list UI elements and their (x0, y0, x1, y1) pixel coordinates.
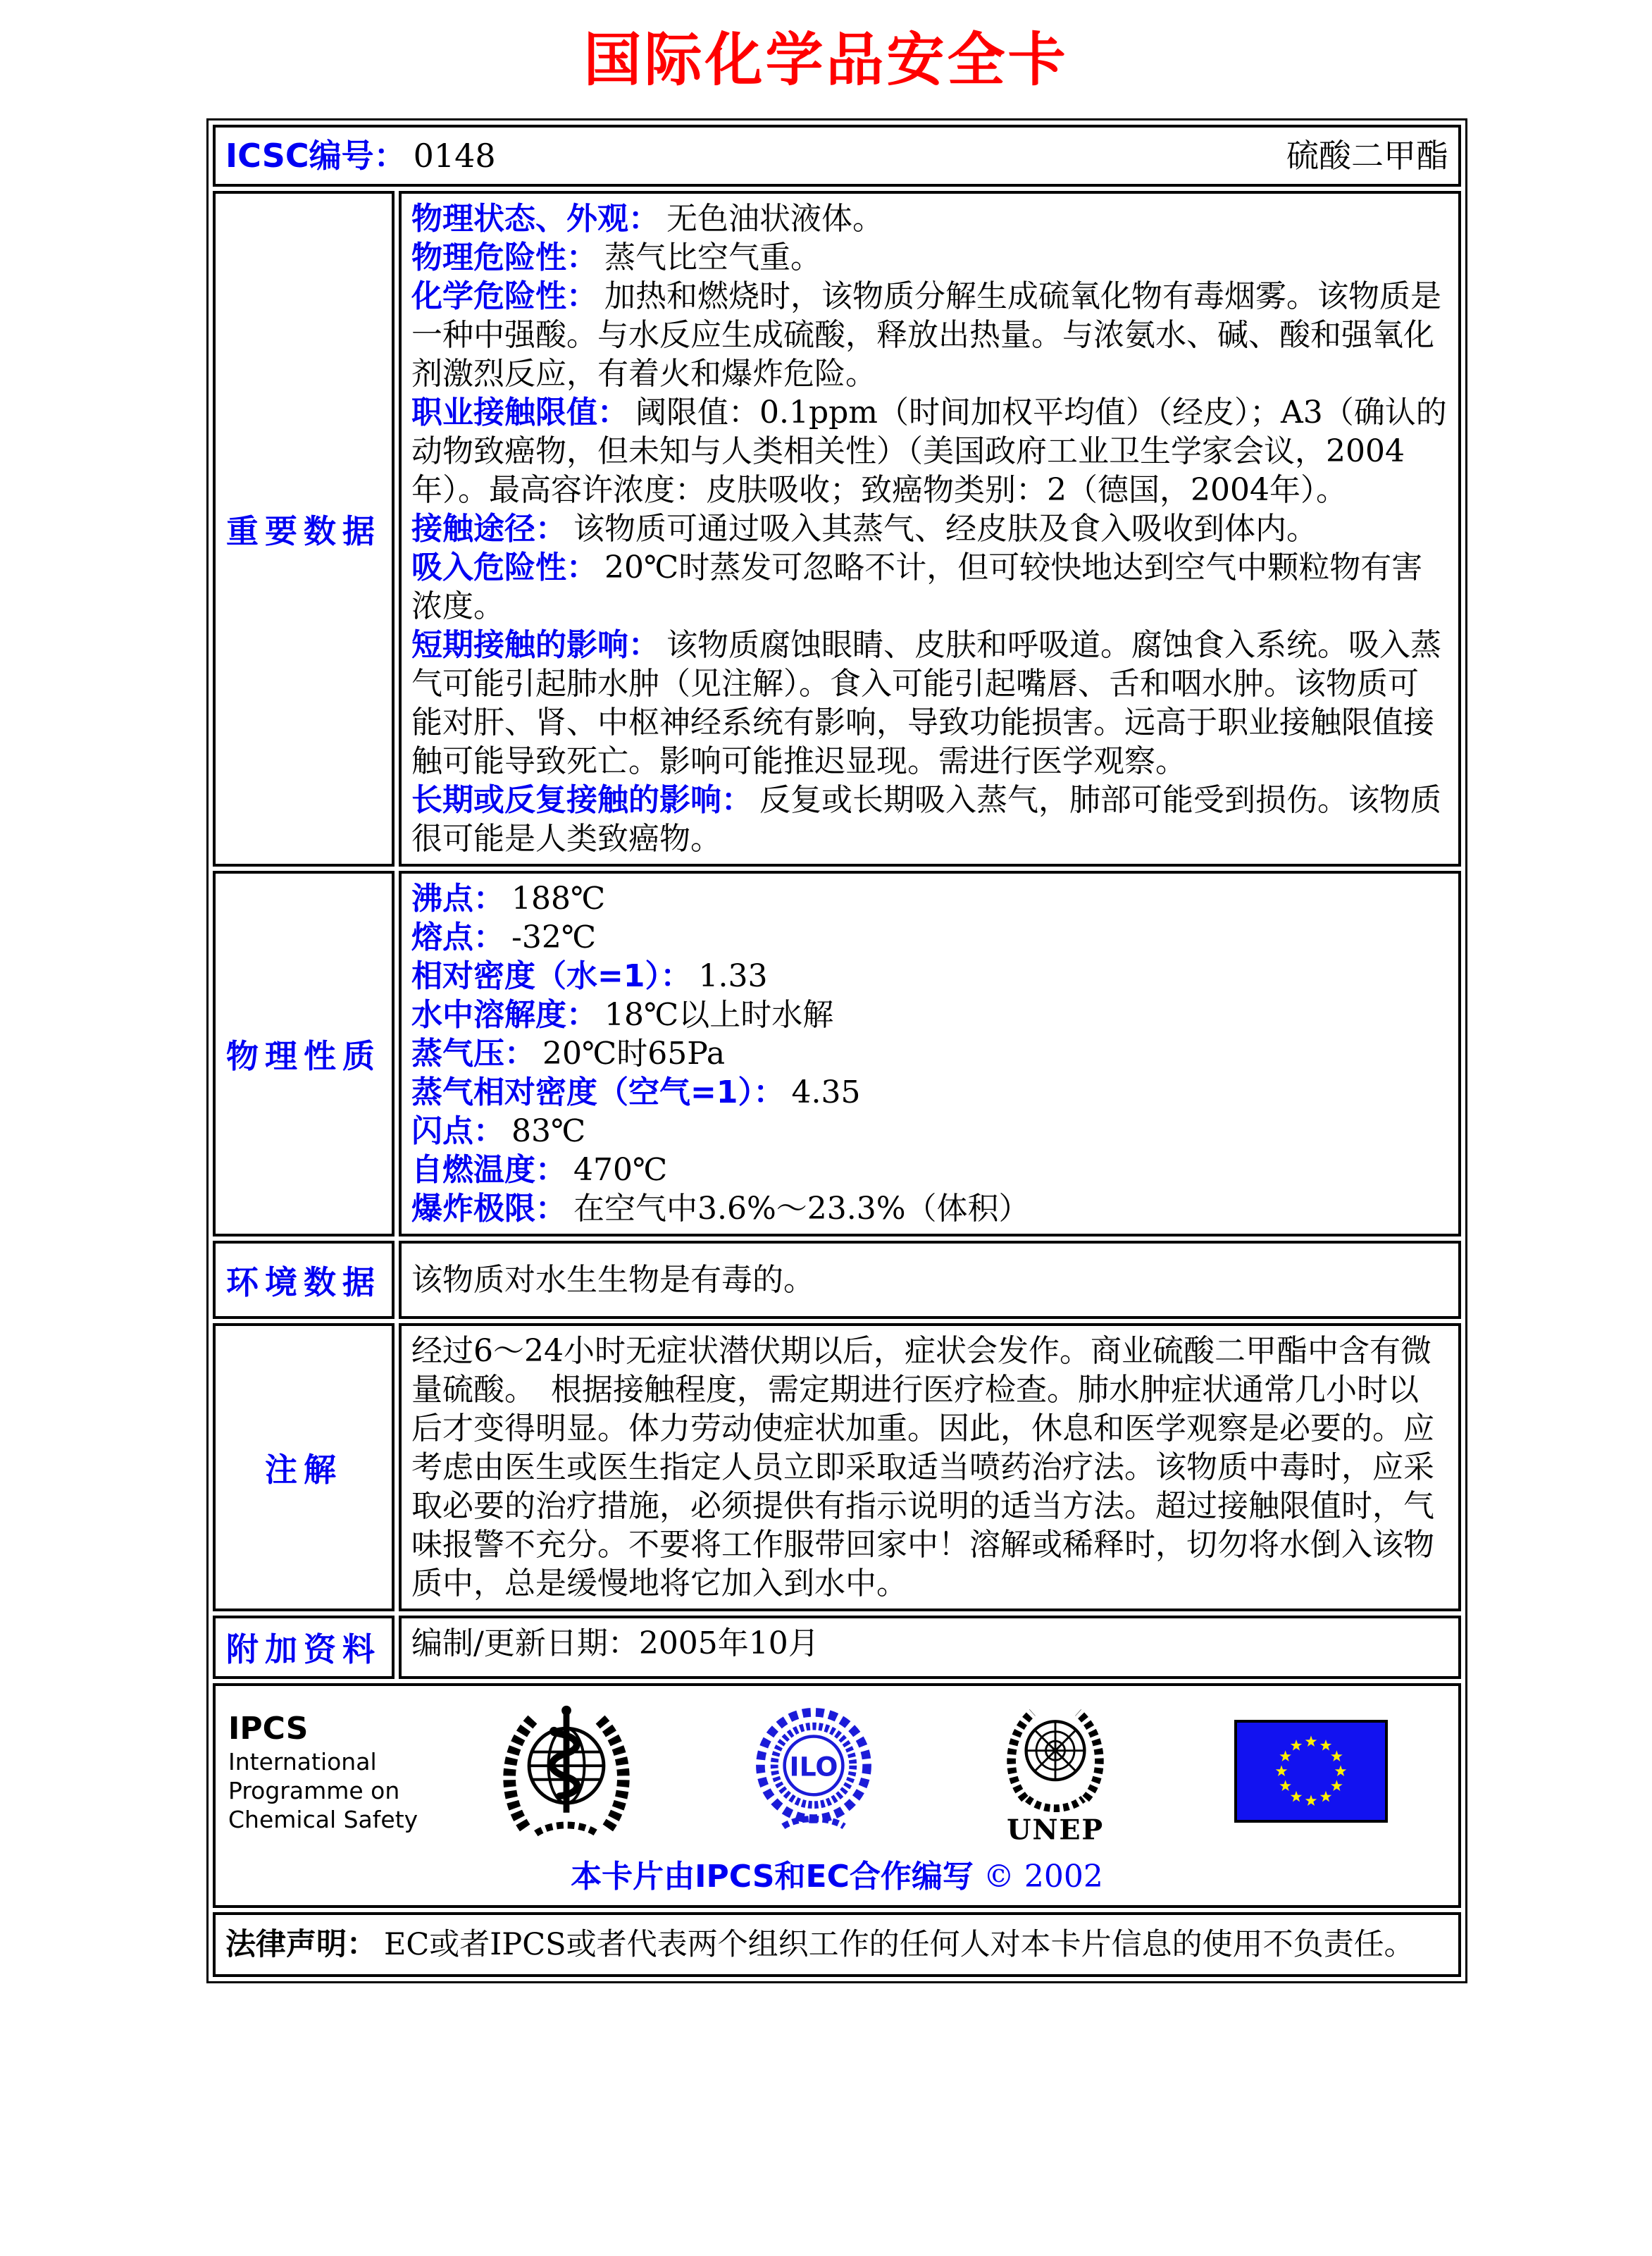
field-value: 在空气中3.6%～23.3%（体积） (573, 1191, 1030, 1227)
field-value: 188℃ (511, 881, 606, 917)
icsc-card (206, 118, 1467, 1983)
legal-label: 法律声明： (225, 1927, 377, 1962)
data-paragraph (411, 238, 1448, 277)
legal-row (213, 1912, 1461, 1977)
field-label: 沸点： (411, 881, 504, 917)
field-value: 无色油状液体。 (666, 201, 883, 237)
data-paragraph (411, 626, 1448, 781)
data-paragraph (411, 548, 1448, 626)
who-logo-icon (497, 1699, 635, 1846)
section-content-environment (399, 1241, 1461, 1319)
section-content-notes (399, 1323, 1461, 1611)
data-paragraph (411, 393, 1448, 509)
field-label: 物理危险性： (411, 240, 597, 275)
data-paragraph: 编制/更新日期：2005年10月 (411, 1625, 819, 1661)
section-content-important (399, 191, 1461, 867)
logo-spread (440, 1697, 1446, 1847)
field-label: 闪点： (411, 1113, 504, 1149)
header-row (213, 125, 1461, 187)
field-value: 18℃以上时水解 (604, 997, 834, 1033)
field-label: 物理状态、外观： (411, 201, 659, 237)
chemical-name: 硫酸二甲酯 (1286, 137, 1448, 175)
icsc-number (225, 137, 496, 174)
field-value: 加热和燃烧时，该物质分解生成硫氧化物有毒烟雾。该物质是一种中强酸。与水反应生成硫酸，释放出热量。与浓氨水、碱、酸和强氧化剂激烈反应，有着火和爆炸危险。 (411, 278, 1441, 392)
field-value: 该物质腐蚀眼睛、皮肤和呼吸道。腐蚀食入系统。吸入蒸气可能引起肺水肿（见注解）。食入可能引起嘴唇、舌和咽水肿。该物质可能对肝、肾、中枢神经系统有影响，导致功能损害。远高于职业接触限值接触可能导致死亡。影响可能推迟显现。需进行医学观察。 (411, 627, 1441, 779)
unep-logo-icon (992, 1697, 1119, 1847)
data-paragraph: 该物质对水生生物是有毒的。 (411, 1262, 814, 1298)
footer-caption (228, 1859, 1446, 1895)
section-label-environment (213, 1241, 395, 1319)
section-content-additional (399, 1616, 1461, 1679)
section-row-additional (213, 1616, 1461, 1679)
field-label: 吸入危险性： (411, 550, 597, 585)
field-label: 蒸气压： (411, 1036, 535, 1072)
icsc-number-value: 0148 (413, 137, 496, 175)
field-label: 自燃温度： (411, 1152, 566, 1188)
field-label: 化学危险性： (411, 278, 597, 314)
data-paragraph (411, 879, 1448, 918)
data-paragraph (411, 957, 1448, 996)
data-paragraph (411, 996, 1448, 1034)
section-row-physical (213, 871, 1461, 1237)
icsc-number-label: ICSC编号： (225, 137, 406, 175)
field-value: 反复或长期吸入蒸气，肺部可能受到损伤。该物质很可能是人类致癌物。 (411, 782, 1441, 857)
section-label-text: 注解 (265, 1450, 342, 1489)
data-paragraph (411, 918, 1448, 957)
field-value: 83℃ (511, 1113, 586, 1149)
section-row-environment (213, 1241, 1461, 1319)
section-label-text: 物理性质 (226, 1036, 381, 1075)
ilo-letters: ILO (789, 1750, 838, 1782)
field-label: 接触途径： (411, 511, 566, 547)
ipcs-text-block (228, 1711, 440, 1834)
data-paragraph (411, 199, 1448, 238)
field-label: 水中溶解度： (411, 997, 597, 1033)
data-paragraph: 经过6～24小时无症状潜伏期以后，症状会发作。商业硫酸二甲酯中含有微量硫酸。 根据接触程度，需定期进行医疗检查。肺水肿症状通常几小时以后才变得明显。体力劳动使症状加重。因此，休息和医学观察是必要的。应考虑由医生或医生指定人员立即采取适当喷药治疗法。该物质中毒时，应采取必要的治疗措施，必须提供有指示说明的适当方法。超过接触限值时，气味报警不充分。不要将工作服带回家中！溶解或稀释时，切勿将水倒入该物质中，总是缓慢地将它加入到水中。 (411, 1333, 1434, 1601)
section-row-notes (213, 1323, 1461, 1611)
section-label-text: 重要数据 (226, 512, 381, 550)
field-label: 长期或反复接触的影响： (411, 782, 752, 818)
field-value: 20℃时蒸发可忽略不计，但可较快地达到空气中颗粒物有害浓度。 (411, 550, 1423, 624)
ipcs-line: International (228, 1748, 377, 1775)
section-label-physical (213, 871, 395, 1237)
field-label: 职业接触限值： (411, 395, 628, 430)
section-row-important (213, 191, 1461, 867)
caption-year: © 2002 (983, 1859, 1103, 1895)
caption-main: 本卡片由IPCS和EC合作编写 (571, 1859, 974, 1895)
field-label: 相对密度（水=1）： (411, 958, 692, 994)
data-paragraph (411, 1073, 1448, 1112)
field-value: 470℃ (573, 1152, 668, 1188)
ipcs-acronym: IPCS (228, 1711, 309, 1747)
legal-text: EC或者IPCS或者代表两个组织工作的任何人对本卡片信息的使用不负责任。 (384, 1927, 1415, 1962)
field-value: 4.35 (791, 1074, 861, 1110)
field-value: 1.33 (698, 958, 768, 994)
ipcs-line: Programme on (228, 1777, 400, 1804)
data-paragraph (411, 1034, 1448, 1073)
section-label-text: 附加资料 (226, 1630, 381, 1668)
logos-row (213, 1683, 1461, 1908)
section-label-additional (213, 1616, 395, 1679)
section-label-important (213, 191, 395, 867)
eu-flag-icon (1234, 1719, 1389, 1826)
data-paragraph (411, 277, 1448, 393)
header-cell (213, 125, 1461, 187)
page-title: 国际化学品安全卡 (583, 26, 1069, 94)
data-paragraph (411, 1112, 1448, 1151)
unep-letters: UNEP (1006, 1814, 1104, 1845)
section-label-text: 环境数据 (226, 1263, 381, 1301)
ilo-logo-icon (750, 1706, 877, 1840)
field-value: 该物质可通过吸入其蒸气、经皮肤及食入吸收到体内。 (573, 511, 1317, 547)
data-paragraph (411, 1189, 1448, 1228)
field-value: 阈限值：0.1ppm（时间加权平均值）（经皮）；A3（确认的动物致癌物，但未知与人类相关性）（美国政府工业卫生学家会议，2004年）。最高容许浓度：皮肤吸收；致癌物类别：2（德国，2004年）。 (411, 395, 1447, 508)
section-content-physical (399, 871, 1461, 1237)
field-label: 蒸气相对密度（空气=1）： (411, 1074, 785, 1110)
field-label: 熔点： (411, 919, 504, 955)
data-paragraph (411, 781, 1448, 858)
legal-cell (213, 1912, 1461, 1977)
data-paragraph (411, 1151, 1448, 1189)
field-value: 蒸气比空气重。 (604, 240, 821, 275)
logos-strip (228, 1697, 1446, 1847)
field-value: 20℃时65Pa (542, 1036, 726, 1072)
field-value: -32℃ (511, 919, 597, 955)
field-label: 短期接触的影响： (411, 627, 659, 663)
data-paragraph (411, 509, 1448, 548)
logos-cell (213, 1683, 1461, 1908)
ipcs-line: Chemical Safety (228, 1806, 418, 1833)
section-label-notes (213, 1323, 395, 1611)
field-label: 爆炸极限： (411, 1191, 566, 1227)
